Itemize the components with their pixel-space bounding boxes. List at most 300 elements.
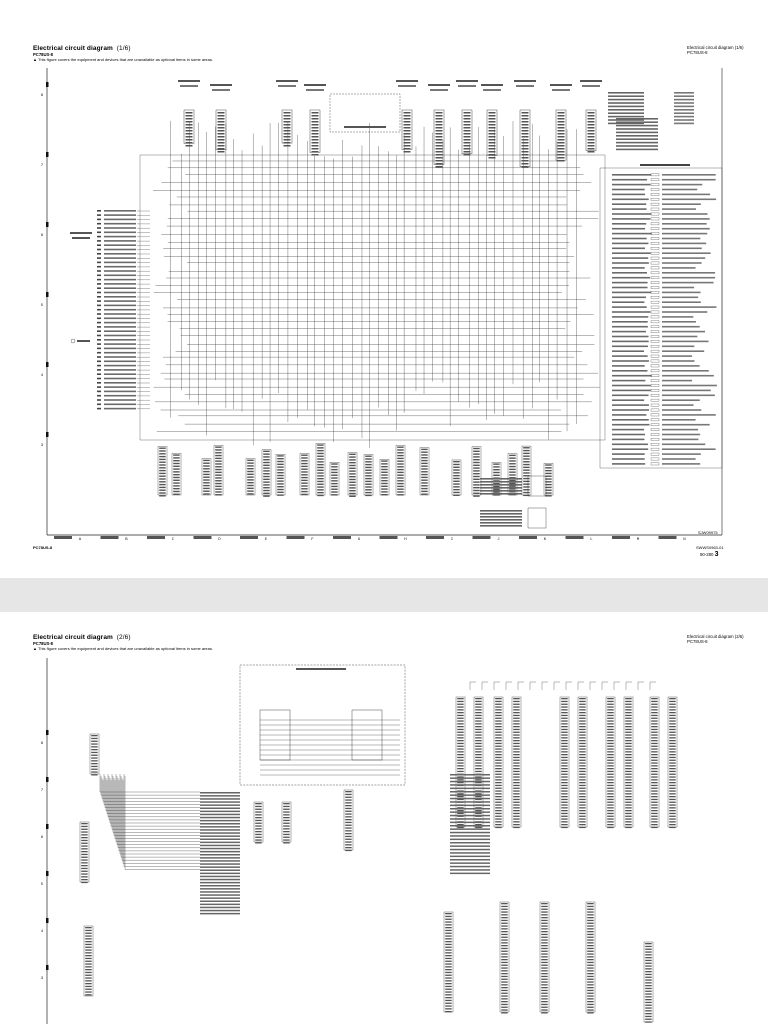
connector-pin <box>421 468 428 469</box>
connector-pin <box>436 124 443 126</box>
row-label: 4 <box>40 374 44 378</box>
connector-pin <box>607 746 614 747</box>
connector-pin <box>651 799 658 800</box>
wire-label <box>200 795 240 797</box>
connector-pin <box>607 734 614 735</box>
sheet2-title: Electrical circuit diagram (2/6) <box>33 634 131 641</box>
connector-pin <box>397 460 404 461</box>
connector-pin <box>475 793 482 794</box>
wire-label <box>104 292 136 294</box>
connector-pin <box>445 938 452 939</box>
wire-label <box>200 873 240 875</box>
connector-pin <box>365 458 372 459</box>
connector-pin <box>607 712 614 713</box>
connector-pin <box>541 1004 548 1005</box>
connector-pin <box>587 909 594 910</box>
connector-pin <box>541 979 548 980</box>
connector-pin <box>91 735 98 736</box>
relay-wire-label <box>480 522 522 524</box>
connector-pin <box>495 732 502 733</box>
ctrl-pin <box>651 443 659 445</box>
connector-pin <box>301 488 308 489</box>
connector-pin <box>284 142 291 144</box>
connector-pin <box>159 495 166 496</box>
connector-pin <box>513 712 520 713</box>
connector-pin <box>513 760 520 761</box>
connector-pin <box>625 723 632 724</box>
connector-pin <box>317 481 324 482</box>
connector-pin <box>495 790 502 791</box>
connector-pin <box>475 813 482 814</box>
connector-pin <box>645 1005 652 1006</box>
connector-pin <box>588 148 595 150</box>
connector-pin <box>651 793 658 794</box>
connector-pin <box>523 481 530 482</box>
connector-pin <box>457 715 464 716</box>
row-label: 8 <box>40 742 44 746</box>
connector-pin <box>215 469 222 470</box>
connector-pin <box>473 487 480 488</box>
connector-pin <box>475 740 482 741</box>
connector-pin <box>85 947 92 948</box>
connector-pin <box>669 810 676 811</box>
connector-pin <box>645 951 652 952</box>
ctrl-pin <box>651 438 659 440</box>
connector-pin <box>523 472 530 473</box>
connector-pin <box>91 752 98 753</box>
connector-pin <box>255 834 262 835</box>
connector-pin <box>397 455 404 456</box>
ctrl-wire-label <box>612 414 646 416</box>
connector-pin <box>501 920 508 921</box>
wire <box>470 682 476 690</box>
connector-pin <box>607 760 614 761</box>
connector-pin <box>558 139 565 141</box>
connector-pin <box>513 793 520 794</box>
connector-pin <box>453 483 460 484</box>
ctrl-wire-label <box>612 174 651 176</box>
ctrl-pin <box>651 242 659 244</box>
connector-pin <box>85 949 92 950</box>
connector-pin <box>513 720 520 721</box>
connector-pin <box>81 843 88 844</box>
diagram-sheet-2 <box>0 612 768 1024</box>
connector-pin <box>651 740 658 741</box>
wire-label <box>200 798 240 800</box>
connector-pin <box>255 811 262 812</box>
connector-pin <box>301 468 308 469</box>
connector-pin <box>312 124 319 126</box>
connector-pin <box>509 460 516 461</box>
pin-number <box>97 356 101 358</box>
connector-pin <box>173 471 180 472</box>
connector-pin <box>404 142 411 144</box>
connector-pin <box>513 718 520 719</box>
connector-pin <box>561 723 568 724</box>
wire-label <box>104 253 136 255</box>
connector-pin <box>645 954 652 955</box>
wire-label <box>104 313 136 315</box>
wire <box>113 776 200 832</box>
connector-pin <box>493 491 500 492</box>
wire-label <box>104 404 136 406</box>
connector-pin <box>501 970 508 971</box>
connector-pin <box>579 816 586 817</box>
wire <box>590 682 596 690</box>
connector-pin <box>85 938 92 939</box>
connector-pin <box>263 487 270 488</box>
connector-pin <box>651 734 658 735</box>
connector-pin <box>625 779 632 780</box>
connector-pin <box>489 130 496 132</box>
connector-pin <box>473 456 480 457</box>
ctrl-signal-label <box>662 424 710 426</box>
connector-pin <box>651 762 658 763</box>
connector-pin <box>501 965 508 966</box>
connector-pin <box>203 479 210 480</box>
connector-pin <box>587 962 594 963</box>
connector-pin <box>445 1008 452 1009</box>
connector-pin <box>545 464 552 465</box>
connector-pin <box>301 491 308 492</box>
ctrl-pin <box>651 335 659 337</box>
wire-label <box>200 832 240 834</box>
connector-pin <box>317 456 324 457</box>
connector-pin <box>263 456 270 457</box>
connector-pin <box>558 130 565 132</box>
col-band <box>566 536 584 539</box>
connector-pin <box>263 479 270 480</box>
connector-pin <box>541 962 548 963</box>
connector-pin <box>453 486 460 487</box>
wire-label <box>104 322 136 324</box>
connector-pin <box>651 785 658 786</box>
ctrl-wire-label <box>612 463 645 465</box>
connector-pin <box>312 154 319 156</box>
connector-pin <box>509 463 516 464</box>
connector-pin <box>493 463 500 464</box>
connector-pin <box>495 704 502 705</box>
connector-pin <box>651 726 658 727</box>
wire <box>124 774 200 866</box>
connector-pin <box>464 151 471 153</box>
connector-pin <box>277 486 284 487</box>
row-tick <box>46 222 49 227</box>
col-band <box>380 536 398 539</box>
connector-pin <box>445 994 452 995</box>
row-tick <box>46 292 49 297</box>
connector-pin <box>645 977 652 978</box>
connector-pin <box>495 715 502 716</box>
wire-label <box>104 287 136 289</box>
connector-pin <box>317 472 324 473</box>
main-harness-label <box>344 126 386 128</box>
connector-pin <box>473 479 480 480</box>
connector-pin <box>85 930 92 931</box>
wire-label <box>200 910 240 912</box>
connector-pin <box>365 478 372 479</box>
connector-pin <box>495 776 502 777</box>
connector-pin <box>489 136 496 138</box>
connector-pin <box>669 796 676 797</box>
connector-pin <box>85 977 92 978</box>
connector-pin <box>513 715 520 716</box>
pin-number <box>97 214 101 216</box>
connector-pin <box>317 478 324 479</box>
connector-pin <box>607 824 614 825</box>
wire-label <box>104 352 136 354</box>
wire-label <box>200 863 240 865</box>
connector-pin <box>159 462 166 463</box>
connector-pin <box>588 112 595 114</box>
connector-pin <box>522 145 529 147</box>
connector-pin <box>495 762 502 763</box>
connector-pin <box>607 816 614 817</box>
connector-pin <box>541 956 548 957</box>
connector-pin <box>513 799 520 800</box>
wire-label <box>104 343 136 345</box>
connector-pin <box>404 133 411 135</box>
connector-pin <box>513 788 520 789</box>
connector-pin <box>381 486 388 487</box>
connector-pin <box>651 748 658 749</box>
connector-pin <box>495 748 502 749</box>
connector-pin <box>625 740 632 741</box>
connector-pin <box>457 698 464 699</box>
connector-pin <box>669 698 676 699</box>
connector-pin <box>489 118 496 120</box>
ctrl-pin <box>651 424 659 426</box>
row-tick <box>46 965 49 970</box>
connector-pin <box>579 765 586 766</box>
connector-pin <box>215 466 222 467</box>
ctrl-signal-label <box>662 179 716 181</box>
wire-label <box>104 399 136 401</box>
connector-pin <box>561 816 568 817</box>
connector-pin <box>522 157 529 159</box>
connector-pin <box>561 718 568 719</box>
connector-pin <box>513 743 520 744</box>
connector-pin <box>301 474 308 475</box>
connector-pin <box>159 470 166 471</box>
connector-pin <box>651 737 658 738</box>
connector-pin <box>457 732 464 733</box>
ctrl-wire-label <box>612 385 651 387</box>
connector-pin <box>495 779 502 780</box>
connector-pin <box>277 494 284 495</box>
connector-pin <box>625 771 632 772</box>
connector-pin <box>579 726 586 727</box>
connector-pin <box>81 857 88 858</box>
connector-caption <box>304 84 326 86</box>
connector-caption-2 <box>306 89 324 91</box>
connector-pin <box>215 486 222 487</box>
relay-wire-label <box>480 493 522 495</box>
connector-pin <box>263 495 270 496</box>
connector-pin <box>345 794 352 795</box>
connector-pin <box>561 824 568 825</box>
relay-wire-label <box>480 519 522 521</box>
connector-pin <box>588 118 595 120</box>
ctrl-wire-label <box>612 267 645 269</box>
ctrl-signal-label <box>662 238 700 240</box>
ctrl-pin <box>651 179 659 181</box>
ctrl-signal-label <box>662 370 709 372</box>
connector-pin <box>284 145 291 147</box>
connector-pin <box>445 933 452 934</box>
connector-pin <box>345 841 352 842</box>
connector-pin <box>501 973 508 974</box>
connector-pin <box>349 484 356 485</box>
connector-pin <box>312 130 319 132</box>
connector-pin <box>587 928 594 929</box>
connector-pin <box>457 751 464 752</box>
connector-pin <box>513 765 520 766</box>
connector-pin <box>513 709 520 710</box>
console-wire-label <box>616 118 658 120</box>
wire-label <box>104 378 136 380</box>
wire-label <box>450 811 490 813</box>
connector-pin <box>277 455 284 456</box>
connector-pin <box>445 913 452 914</box>
col-band <box>333 536 351 539</box>
connector-pin <box>541 967 548 968</box>
ctrl-wire-label <box>612 213 651 215</box>
ctrl-wire-label <box>612 390 651 392</box>
connector-pin <box>587 995 594 996</box>
connector-pin <box>247 485 254 486</box>
relay-wire-label <box>480 516 522 518</box>
console-wire-label <box>616 132 658 134</box>
connector-pin <box>651 765 658 766</box>
connector-pin <box>436 145 443 147</box>
connector-pin <box>284 133 291 135</box>
wire <box>125 776 200 870</box>
wire-label <box>104 395 136 397</box>
ctrl-wire-label <box>612 233 652 235</box>
connector-pin <box>436 130 443 132</box>
ctrl-pin <box>651 404 659 406</box>
connector-pin <box>513 754 520 755</box>
connector-pin <box>349 487 356 488</box>
connector-pin <box>91 769 98 770</box>
connector-pin <box>81 873 88 874</box>
connector-pin <box>495 734 502 735</box>
connector-pin <box>513 804 520 805</box>
connector-pin <box>579 796 586 797</box>
relay-wire-label <box>480 525 522 527</box>
pin-number <box>97 305 101 307</box>
connector-pin <box>541 953 548 954</box>
connector-pin <box>509 471 516 472</box>
connector-pin <box>495 726 502 727</box>
connector-pin <box>669 709 676 710</box>
connector-pin <box>445 1005 452 1006</box>
wire <box>105 776 200 808</box>
connector-pin <box>445 944 452 945</box>
connector-pin <box>579 799 586 800</box>
connector-pin <box>523 450 530 451</box>
wire-label <box>200 870 240 872</box>
connector-pin <box>397 458 404 459</box>
connector-pin <box>457 720 464 721</box>
col-label: C <box>171 538 175 542</box>
connector-pin <box>436 163 443 165</box>
battery-wire-label <box>608 116 644 118</box>
connector-pin <box>501 1001 508 1002</box>
connector-pin <box>81 859 88 860</box>
connector-pin <box>669 816 676 817</box>
wire-label <box>450 808 490 810</box>
connector-pin <box>301 494 308 495</box>
connector-pin <box>513 729 520 730</box>
connector-pin <box>541 1012 548 1013</box>
connector-pin <box>215 480 222 481</box>
connector-pin <box>523 461 530 462</box>
ctrl-signal-label <box>662 385 717 387</box>
connector-pin <box>457 762 464 763</box>
pin-number <box>97 266 101 268</box>
connector-pin <box>501 993 508 994</box>
ctrl-signal-label <box>662 463 700 465</box>
connector-caption <box>428 84 450 86</box>
connector-pin <box>651 779 658 780</box>
connector-pin <box>501 1012 508 1013</box>
connector-pin <box>587 956 594 957</box>
connector-pin <box>541 959 548 960</box>
connector-pin <box>473 462 480 463</box>
ctrl-signal-label <box>662 341 709 343</box>
ctrl-signal-label <box>662 218 710 220</box>
ctrl-signal-label <box>662 380 692 382</box>
connector-pin <box>317 450 324 451</box>
connector-pin <box>203 468 210 469</box>
connector-pin <box>263 459 270 460</box>
connector-pin <box>495 827 502 828</box>
console-wire-label <box>616 149 658 151</box>
connector-pin <box>561 821 568 822</box>
connector-pin <box>513 698 520 699</box>
connector-pin <box>509 469 516 470</box>
connector-pin <box>561 771 568 772</box>
connector-pin <box>445 952 452 953</box>
pin-number <box>97 335 101 337</box>
connector-caption <box>276 80 298 82</box>
connector-pin <box>625 796 632 797</box>
connector-pin <box>263 470 270 471</box>
connector-pin <box>607 810 614 811</box>
connector-pin <box>587 1004 594 1005</box>
connector-pin <box>522 112 529 114</box>
connector-pin <box>397 463 404 464</box>
col-band <box>147 536 165 539</box>
connector-pin <box>669 737 676 738</box>
sheet1-title: Electrical circuit diagram (1/6) <box>33 45 131 52</box>
connector-pin <box>587 942 594 943</box>
connector-pin <box>453 461 460 462</box>
connector-pin <box>669 720 676 721</box>
connector-caption-2 <box>398 85 416 87</box>
col-band <box>54 536 72 539</box>
connector-pin <box>651 701 658 702</box>
wire <box>650 682 656 690</box>
connector-pin <box>331 494 338 495</box>
connector-pin <box>522 160 529 162</box>
connector-pin <box>579 720 586 721</box>
wire-label <box>104 386 136 388</box>
connector-pin <box>312 148 319 150</box>
row-tick <box>46 777 49 782</box>
